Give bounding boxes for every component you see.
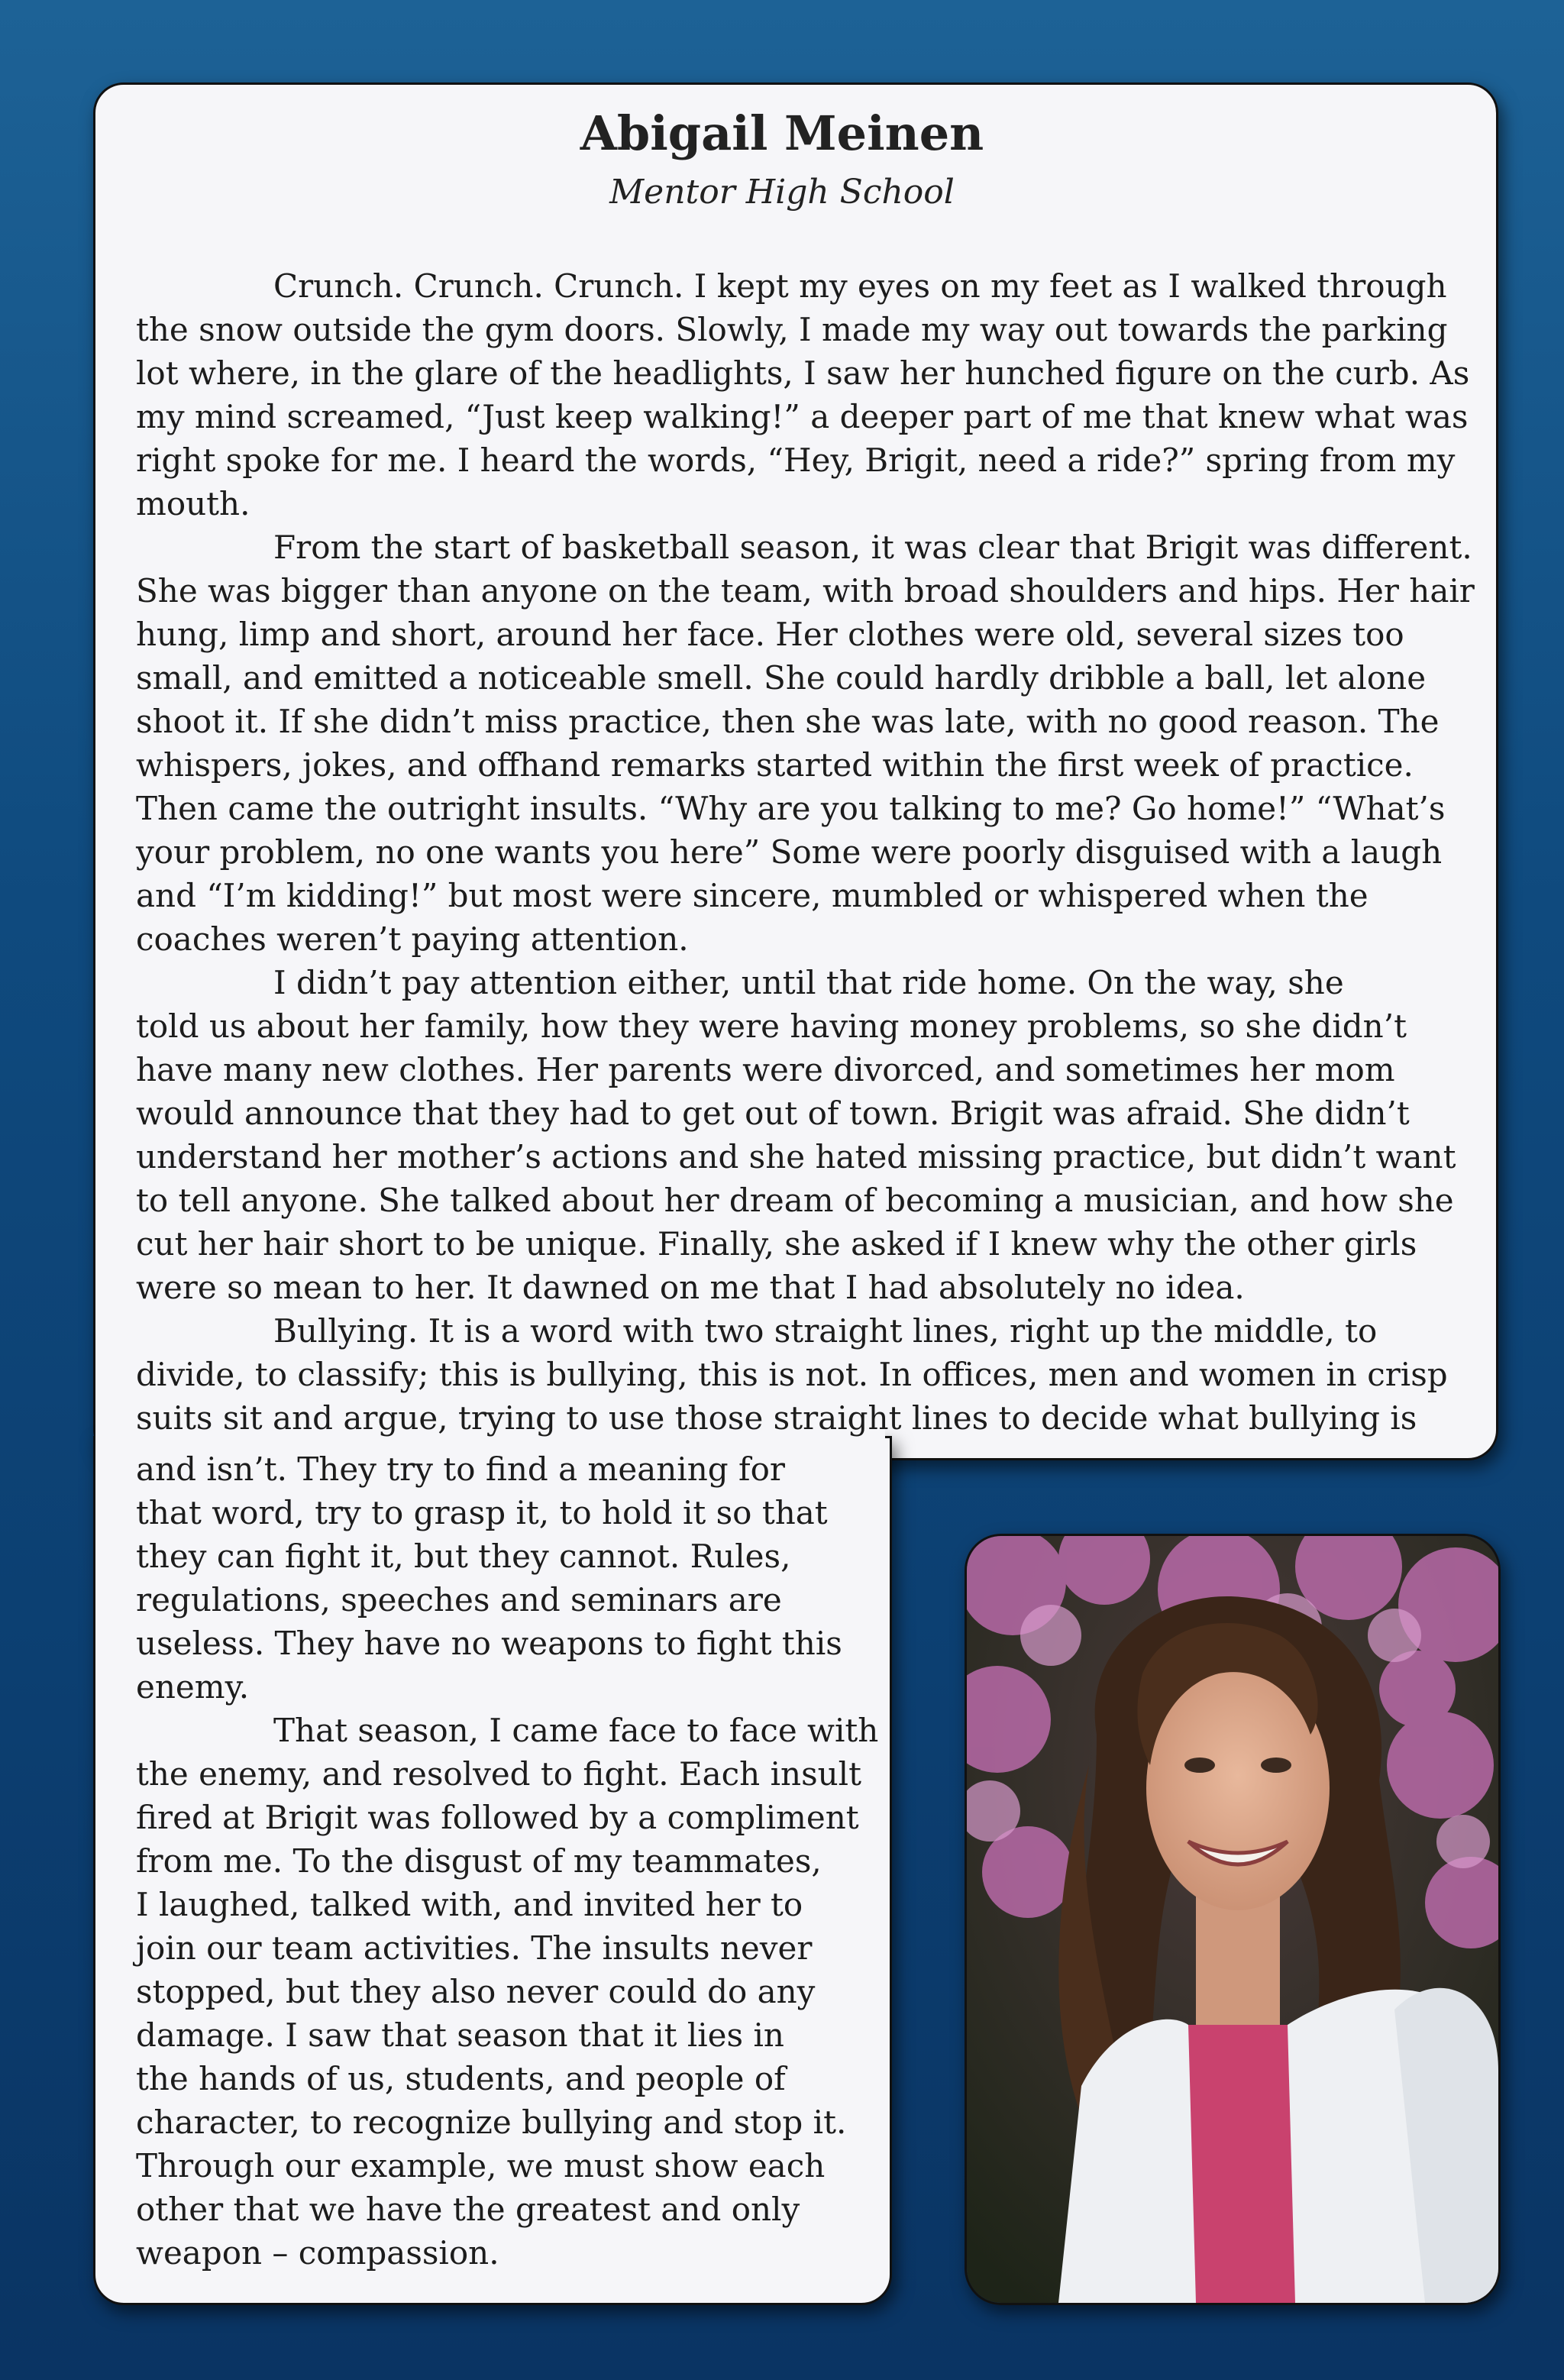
essay-line: I didn’t pay attention either, until that ride home. On the way, she	[273, 964, 1344, 1001]
essay-line: fired at Brigit was followed by a compliment	[136, 1799, 859, 1836]
essay-line: coaches weren’t paying attention.	[136, 920, 689, 958]
essay-line: useless. They have no weapons to fight this	[136, 1625, 842, 1662]
essay-body-top	[136, 264, 1475, 1440]
essay-line: Through our example, we must show each	[136, 2147, 826, 2184]
essay-line: cut her hair short to be unique. Finally, she asked if I knew why the other girls	[136, 1225, 1417, 1263]
essay-line: damage. I saw that season that it lies in	[136, 2016, 784, 2054]
essay-line: other that we have the greatest and only	[136, 2191, 800, 2228]
author-name: Abigail Meinen	[580, 105, 984, 161]
essay-line: would announce that they had to get out of town. Brigit was afraid. She didn’t	[136, 1095, 1410, 1132]
essay-body-bottom	[136, 1447, 878, 2275]
essay-line: from me. To the disgust of my teammates,	[136, 1842, 822, 1880]
essay-line: lot where, in the glare of the headlights, I saw her hunched figure on the curb. As	[136, 354, 1470, 392]
essay-line: divide, to classify; this is bullying, this is not. In offices, men and women in crisp	[136, 1356, 1448, 1393]
essay-line: regulations, speeches and seminars are	[136, 1581, 782, 1618]
essay-line: Then came the outright insults. “Why are you talking to me? Go home!” “What’s	[136, 790, 1446, 827]
essay-line: they can fight it, but they cannot. Rules,	[136, 1538, 791, 1575]
essay-line: have many new clothes. Her parents were divorced, and sometimes her mom	[136, 1051, 1395, 1088]
essay-line: told us about her family, how they were having money problems, so she didn’t	[136, 1007, 1407, 1045]
essay-line: weapon – compassion.	[136, 2234, 499, 2272]
essay-line: suits sit and argue, trying to use those straight lines to decide what bullying is	[136, 1399, 1417, 1437]
essay-line: and isn’t. They try to find a meaning for	[136, 1450, 785, 1488]
essay-line: join our team activities. The insults never	[136, 1929, 813, 1967]
essay-line: the enemy, and resolved to fight. Each insult	[136, 1755, 861, 1793]
school-name: Mentor High School	[609, 173, 955, 212]
essay-line: mouth.	[136, 485, 250, 522]
essay-line: enemy.	[136, 1668, 250, 1706]
essay-line: my mind screamed, “Just keep walking!” a deeper part of me that knew what was	[136, 398, 1469, 435]
essay-line: were so mean to her. It dawned on me that I had absolutely no idea.	[136, 1269, 1245, 1306]
essay-line: the hands of us, students, and people of	[136, 2060, 786, 2097]
essay-line: stopped, but they also never could do any	[136, 1973, 816, 2010]
essay-line: small, and emitted a noticeable smell. She could hardly dribble a ball, let alone	[136, 659, 1427, 697]
essay-line: From the start of basketball season, it was clear that Brigit was different.	[273, 529, 1472, 566]
essay-line: Crunch. Crunch. Crunch. I kept my eyes on my feet as I walked through	[273, 267, 1447, 305]
essay-line: right spoke for me. I heard the words, “Hey, Brigit, need a ride?” spring from my	[136, 441, 1456, 479]
essay-line: I laughed, talked with, and invited her to	[136, 1886, 803, 1923]
essay-line: She was bigger than anyone on the team, with broad shoulders and hips. Her hair	[136, 572, 1475, 610]
essay-line: Bullying. It is a word with two straight lines, right up the middle, to	[273, 1312, 1378, 1350]
essay-line: and “I’m kidding!” but most were sincere, mumbled or whispered when the	[136, 877, 1368, 914]
essay-line: hung, limp and short, around her face. Her clothes were old, several sizes too	[136, 616, 1404, 653]
essay-line: character, to recognize bullying and stop it.	[136, 2104, 847, 2141]
author-portrait-photo	[965, 1534, 1501, 2305]
essay-line: understand her mother’s actions and she hated missing practice, but didn’t want	[136, 1138, 1456, 1175]
essay-line: That season, I came face to face with	[273, 1712, 879, 1749]
essay-line: your problem, no one wants you here” Some were poorly disguised with a laugh	[136, 833, 1443, 871]
essay-line: whispers, jokes, and offhand remarks started within the first week of practice.	[136, 746, 1414, 784]
essay-line: to tell anyone. She talked about her dream of becoming a musician, and how she	[136, 1182, 1454, 1219]
essay-line: shoot it. If she didn’t miss practice, then she was late, with no good reason. The	[136, 703, 1440, 740]
essay-line: the snow outside the gym doors. Slowly, I made my way out towards the parking	[136, 311, 1448, 348]
essay-line: that word, try to grasp it, to hold it so that	[136, 1494, 828, 1531]
